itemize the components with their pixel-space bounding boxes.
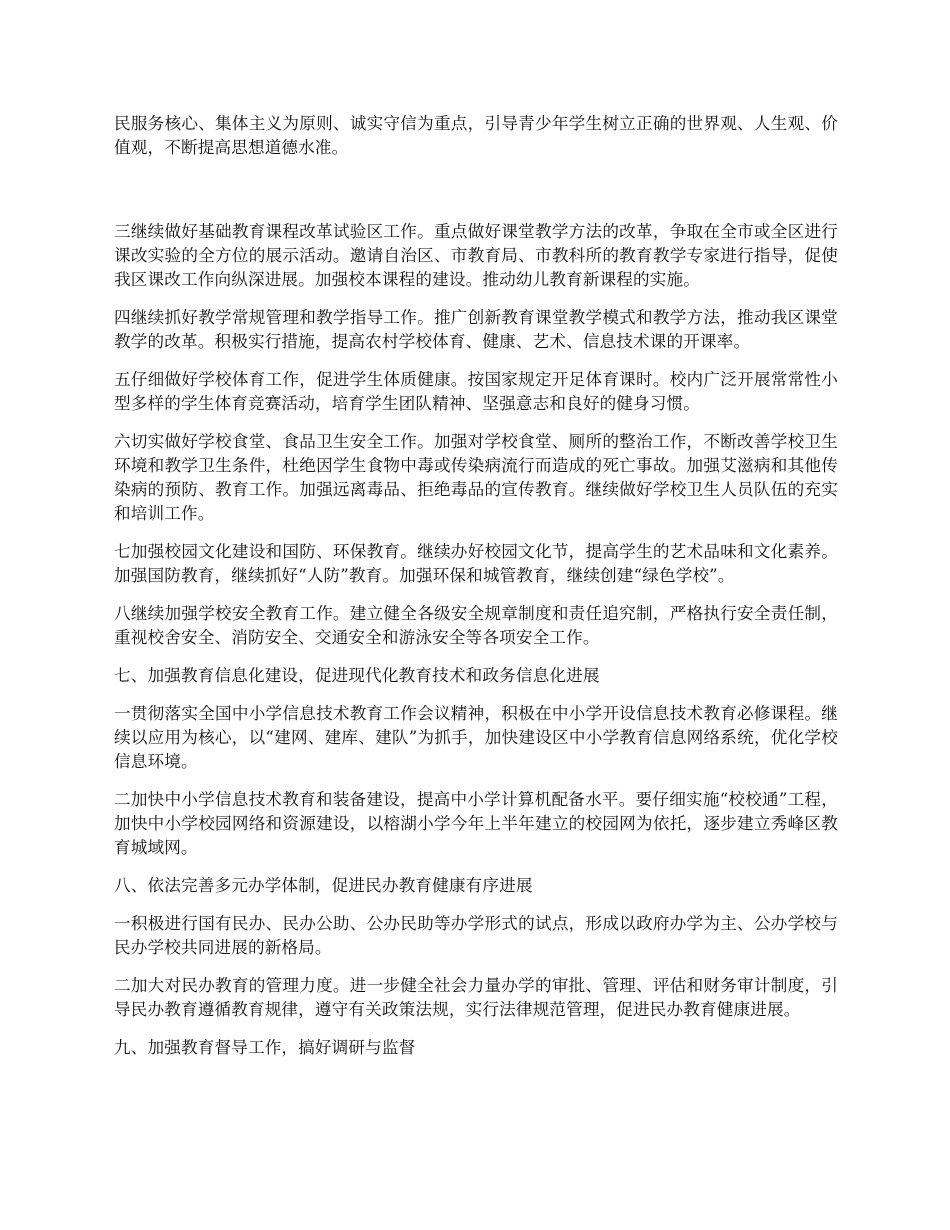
paragraph-section7-item-1: 一贯彻落实全国中小学信息技术教育工作会议精神，积极在中小学开设信息技术教育必修课程。继续以应用为核心，以“建网、建库、建队”为抓手，加快建设区中小学教育信息网络系统，优化学校信息环境。: [114, 704, 838, 771]
paragraph-item-5-physical-education: 五仔细做好学校体育工作，促进学生体质健康。按国家规定开足体育课时。校内广泛开展常常性小型多样的学生体育竞赛活动，培育学生团队精神、坚强意志和良好的健身习惯。: [114, 370, 838, 413]
paragraph-item-8-safety-education: 八继续加强学校安全教育工作。建立健全各级安全规章制度和责任追究制，严格执行安全责任制，重视校舍安全、消防安全、交通安全和游泳安全等各项安全工作。: [114, 604, 838, 647]
section-heading-8: 八、依法完善多元办学体制，促进民办教育健康有序进展: [114, 876, 533, 895]
paragraph-intro-continued: 民服务核心、集体主义为原则、诚实守信为重点，引导青少年学生树立正确的世界观、人生观、价值观，不断提高思想道德水准。: [114, 114, 838, 157]
paragraph-section8-item-1: 一积极进行国有民办、民办公助、公办民助等办学形式的试点，形成以政府办学为主、公办学校与民办学校共同进展的新格局。: [114, 914, 838, 957]
paragraph-item-7-campus-culture: 七加强校园文化建设和国防、环保教育。继续办好校园文化节，提高学生的艺术品味和文化素养。加强国防教育，继续抓好“人防”教育。加强环保和城管教育，继续创建“绿色学校”。: [114, 542, 838, 585]
section-heading-9: 九、加强教育督导工作，搞好调研与监督: [114, 1038, 416, 1057]
section-heading-7: 七、加强教育信息化建设，促进现代化教育技术和政务信息化进展: [114, 666, 600, 685]
paragraph-section7-item-2: 二加快中小学信息技术教育和装备建设，提高中小学计算机配备水平。要仔细实施“校校通”工程，加快中小学校园网络和资源建设，以榕湖小学今年上半年建立的校园网为依托，逐步建立秀峰区教育城域网。: [114, 790, 838, 857]
paragraph-item-3-curriculum-reform: 三继续做好基础教育课程改革试验区工作。重点做好课堂教学方法的改革，争取在全市或全区进行课改实验的全方位的展示活动。邀请自治区、市教育局、市教科所的教育教学专家进行指导，促使我区课改工作向纵深进展。加强校本课程的建设。推动幼儿教育新课程的实施。: [114, 222, 838, 289]
paragraph-item-4-teaching-management: 四继续抓好教学常规管理和教学指导工作。推广创新教育课堂教学模式和教学方法，推动我区课堂教学的改革。积极实行措施，提高农村学校体育、健康、艺术、信息技术课的开课率。: [114, 308, 838, 351]
paragraph-item-6-food-safety: 六切实做好学校食堂、食品卫生安全工作。加强对学校食堂、厕所的整治工作，不断改善学校卫生环境和教学卫生条件，杜绝因学生食物中毒或传染病流行而造成的死亡事故。加强艾滋病和其他传染病的预防、教育工作。加强远离毒品、拒绝毒品的宣传教育。继续做好学校卫生人员队伍的充实和培训工作。: [114, 432, 838, 523]
paragraph-section8-item-2: 二加大对民办教育的管理力度。进一步健全社会力量办学的审批、管理、评估和财务审计制度，引导民办教育遵循教育规律，遵守有关政策法规，实行法律规范管理，促进民办教育健康进展。: [114, 976, 838, 1019]
